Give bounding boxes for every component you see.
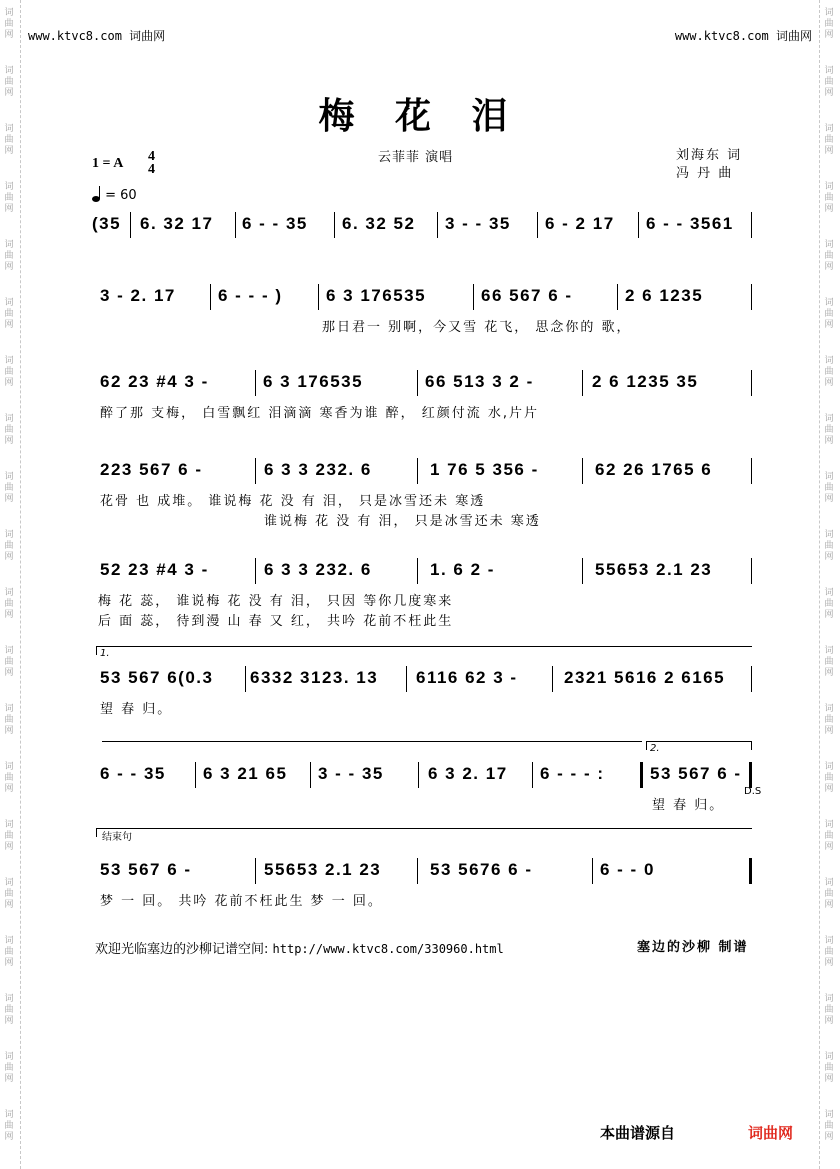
barline (255, 558, 256, 584)
barline (235, 212, 236, 238)
singer-credit: 云菲菲 演唱 (378, 150, 454, 165)
side-watermark: 词 曲 网 (4, 124, 14, 156)
lyric-line-2: 那日君一 别啊，今又雪 花飞， 思念你的 歌， (322, 320, 632, 335)
barline (582, 458, 583, 484)
measure: 6 3 3 232. 6 (264, 460, 372, 479)
measure: 6 - - - : (540, 764, 605, 783)
side-watermark: 词 曲 网 (824, 994, 834, 1026)
measure: 3 - - 35 (318, 764, 384, 783)
barline (195, 762, 196, 788)
side-watermark: 词 曲 网 (4, 762, 14, 794)
barline (318, 284, 319, 310)
measure: 6 3 176535 (263, 372, 364, 391)
tempo-mark (92, 186, 137, 203)
score-line-1 (92, 214, 752, 238)
song-title: 梅 花 泪 (318, 95, 522, 137)
barline (406, 666, 407, 692)
measure: 6 3 2. 17 (428, 764, 508, 783)
measure: 6 - 2 17 (545, 214, 615, 233)
score-line-2 (92, 286, 752, 310)
side-watermark: 词 曲 网 (4, 240, 14, 272)
side-watermark: 词 曲 网 (824, 66, 834, 98)
welcome-line (95, 938, 504, 957)
measure: (35 (92, 214, 122, 233)
score-line-8 (92, 860, 752, 884)
barline (582, 370, 583, 396)
repeat-overline (102, 741, 642, 750)
side-watermark: 词 曲 网 (824, 1052, 834, 1084)
measure: 66 567 6 - (481, 286, 573, 305)
barline (537, 212, 538, 238)
measure: 6 - - - ) (218, 286, 283, 305)
end-barline (749, 762, 752, 788)
time-bottom: 4 (148, 162, 155, 177)
measure: 53 567 6 - (100, 860, 192, 879)
side-watermark: 词 曲 网 (824, 820, 834, 852)
side-watermark: 词 曲 网 (4, 356, 14, 388)
site-header-left[interactable]: www.ktvc8.com 词曲网 (28, 29, 166, 43)
welcome-text: 欢迎光临塞边的沙柳记谱空间: (95, 942, 269, 957)
source-url-link[interactable]: http://www.ktvc8.com/330960.html (272, 942, 504, 956)
side-watermark: 词 曲 网 (824, 588, 834, 620)
score-line-6 (92, 668, 752, 692)
side-watermark: 词 曲 网 (824, 1110, 834, 1142)
lyric-line-7: 望 春 归。 (652, 798, 725, 813)
final-barline (749, 858, 752, 884)
measure: 66 513 3 2 - (425, 372, 534, 391)
barline (418, 762, 419, 788)
side-watermark: 词 曲 网 (4, 298, 14, 330)
barline (552, 666, 553, 692)
side-watermark: 词 曲 网 (824, 936, 834, 968)
volta-2-bracket (646, 741, 752, 750)
measure: 53 567 6(0.3 (100, 668, 214, 687)
barline (245, 666, 246, 692)
site-header-right[interactable]: www.ktvc8.com 词曲网 (674, 29, 812, 43)
barline (417, 370, 418, 396)
left-margin-strip (0, 0, 21, 1169)
lyric-line-3: 醉了那 支梅， 白雪飘红 泪滴滴 寒香为谁 醉， 红颜付流 水,片片 (100, 406, 540, 421)
barline (255, 370, 256, 396)
side-watermark: 词 曲 网 (4, 1110, 14, 1142)
volta-1-bracket (96, 646, 752, 655)
measure: 53 567 6 - (650, 764, 742, 783)
measure: 3 - - 35 (445, 214, 511, 233)
side-watermark: 词 曲 网 (4, 182, 14, 214)
measure: 6 3 21 65 (203, 764, 288, 783)
measure: 6 3 3 232. 6 (264, 560, 372, 579)
barline (334, 212, 335, 238)
side-watermark: 词 曲 网 (824, 356, 834, 388)
measure: 55653 2.1 23 (264, 860, 382, 879)
side-watermark: 词 曲 网 (4, 994, 14, 1026)
barline (751, 458, 752, 484)
lyricist-credit: 刘海东 词 (676, 148, 743, 163)
side-watermark: 词 曲 网 (824, 472, 834, 504)
measure: 6 3 176535 (326, 286, 427, 305)
tempo-value: = 60 (105, 188, 137, 203)
barline (751, 666, 752, 692)
lyric-line-8: 梦 一 回。 共吟 花前不枉此生 梦 一 回。 (100, 894, 383, 909)
side-watermark: 词 曲 网 (4, 530, 14, 562)
side-watermark: 词 曲 网 (4, 704, 14, 736)
barline (751, 558, 752, 584)
barline (130, 212, 131, 238)
lyric-line-6: 望 春 归。 (100, 702, 173, 717)
measure: 6116 62 3 - (416, 668, 518, 687)
side-watermark: 词 曲 网 (4, 1052, 14, 1084)
measure: 1 76 5 356 - (430, 460, 539, 479)
barline (751, 370, 752, 396)
side-watermark: 词 曲 网 (824, 124, 834, 156)
volta-1-label: 1. (100, 648, 110, 659)
barline (437, 212, 438, 238)
barline (255, 458, 256, 484)
barline (582, 558, 583, 584)
barline (617, 284, 618, 310)
side-watermark: 词 曲 网 (4, 820, 14, 852)
barline (417, 458, 418, 484)
side-watermark: 词 曲 网 (824, 530, 834, 562)
lyric-line-4b: 谁说梅 花 没 有 泪， 只是冰雪还未 寒透 (264, 514, 541, 529)
side-watermark: 词 曲 网 (824, 8, 834, 40)
ds-mark: D.S (744, 786, 762, 797)
measure: 1. 6 2 - (430, 560, 495, 579)
measure: 2 6 1235 (625, 286, 704, 305)
score-line-5 (92, 560, 752, 584)
score-line-7 (92, 764, 752, 788)
composer-credit: 冯 丹 曲 (676, 166, 734, 181)
coda-label: 结束句 (102, 832, 132, 843)
quarter-note-icon (92, 186, 101, 202)
side-watermark: 词 曲 网 (4, 66, 14, 98)
barline (751, 212, 752, 238)
brand-logo-text[interactable]: 词曲网 (748, 1124, 794, 1142)
barline (417, 558, 418, 584)
side-watermark: 词 曲 网 (4, 936, 14, 968)
barline (310, 762, 311, 788)
coda-bracket (96, 828, 752, 837)
score-line-3 (92, 372, 752, 396)
side-watermark: 词 曲 网 (824, 240, 834, 272)
barline (592, 858, 593, 884)
barline (638, 212, 639, 238)
right-margin-strip (819, 0, 840, 1169)
side-watermark: 词 曲 网 (4, 646, 14, 678)
measure: 6 - - 0 (600, 860, 655, 879)
measure: 2 6 1235 35 (592, 372, 699, 391)
measure: 6332 3123. 13 (250, 668, 379, 687)
volta-2-label: 2. (650, 743, 660, 754)
barline (751, 284, 752, 310)
side-watermark: 词 曲 网 (824, 762, 834, 794)
time-top: 4 (148, 149, 155, 164)
side-watermark: 词 曲 网 (4, 588, 14, 620)
side-watermark: 词 曲 网 (824, 298, 834, 330)
lyric-line-5a: 梅 花 蕊， 谁说梅 花 没 有 泪， 只因 等你几度寒来 (98, 594, 454, 609)
side-watermark: 词 曲 网 (4, 8, 14, 40)
measure: 62 26 1765 6 (595, 460, 713, 479)
side-watermark: 词 曲 网 (824, 646, 834, 678)
measure: 2321 5616 2 6165 (564, 668, 726, 687)
side-watermark: 词 曲 网 (824, 182, 834, 214)
measure: 52 23 #4 3 - (100, 560, 209, 579)
lyric-line-4a: 花骨 也 成堆。 谁说梅 花 没 有 泪， 只是冰雪还未 寒透 (100, 494, 486, 509)
score-line-4 (92, 460, 752, 484)
barline (417, 858, 418, 884)
lyric-line-5b: 后 面 蕊， 待到漫 山 春 又 红， 共吟 花前不枉此生 (98, 614, 454, 629)
time-signature (148, 150, 155, 176)
measure: 223 567 6 - (100, 460, 203, 479)
measure: 6 - - 35 (242, 214, 308, 233)
measure: 6. 32 17 (140, 214, 214, 233)
key-signature: 1 = A (92, 156, 124, 171)
side-watermark: 词 曲 网 (4, 472, 14, 504)
barline (532, 762, 533, 788)
measure: 55653 2.1 23 (595, 560, 713, 579)
barline (255, 858, 256, 884)
side-watermark: 词 曲 网 (4, 878, 14, 910)
measure: 6 - - 3561 (646, 214, 734, 233)
repeat-barline (640, 762, 643, 788)
barline (473, 284, 474, 310)
measure: 62 23 #4 3 - (100, 372, 209, 391)
barline (210, 284, 211, 310)
side-watermark: 词 曲 网 (824, 878, 834, 910)
side-watermark: 词 曲 网 (824, 414, 834, 446)
maker-credit: 塞边的沙柳 制谱 (637, 940, 749, 955)
side-watermark: 词 曲 网 (4, 414, 14, 446)
measure: 6 - - 35 (100, 764, 166, 783)
measure: 6. 32 52 (342, 214, 416, 233)
measure: 53 5676 6 - (430, 860, 533, 879)
side-watermark: 词 曲 网 (824, 704, 834, 736)
measure: 3 - 2. 17 (100, 286, 176, 305)
source-label: 本曲谱源自 (600, 1124, 676, 1142)
